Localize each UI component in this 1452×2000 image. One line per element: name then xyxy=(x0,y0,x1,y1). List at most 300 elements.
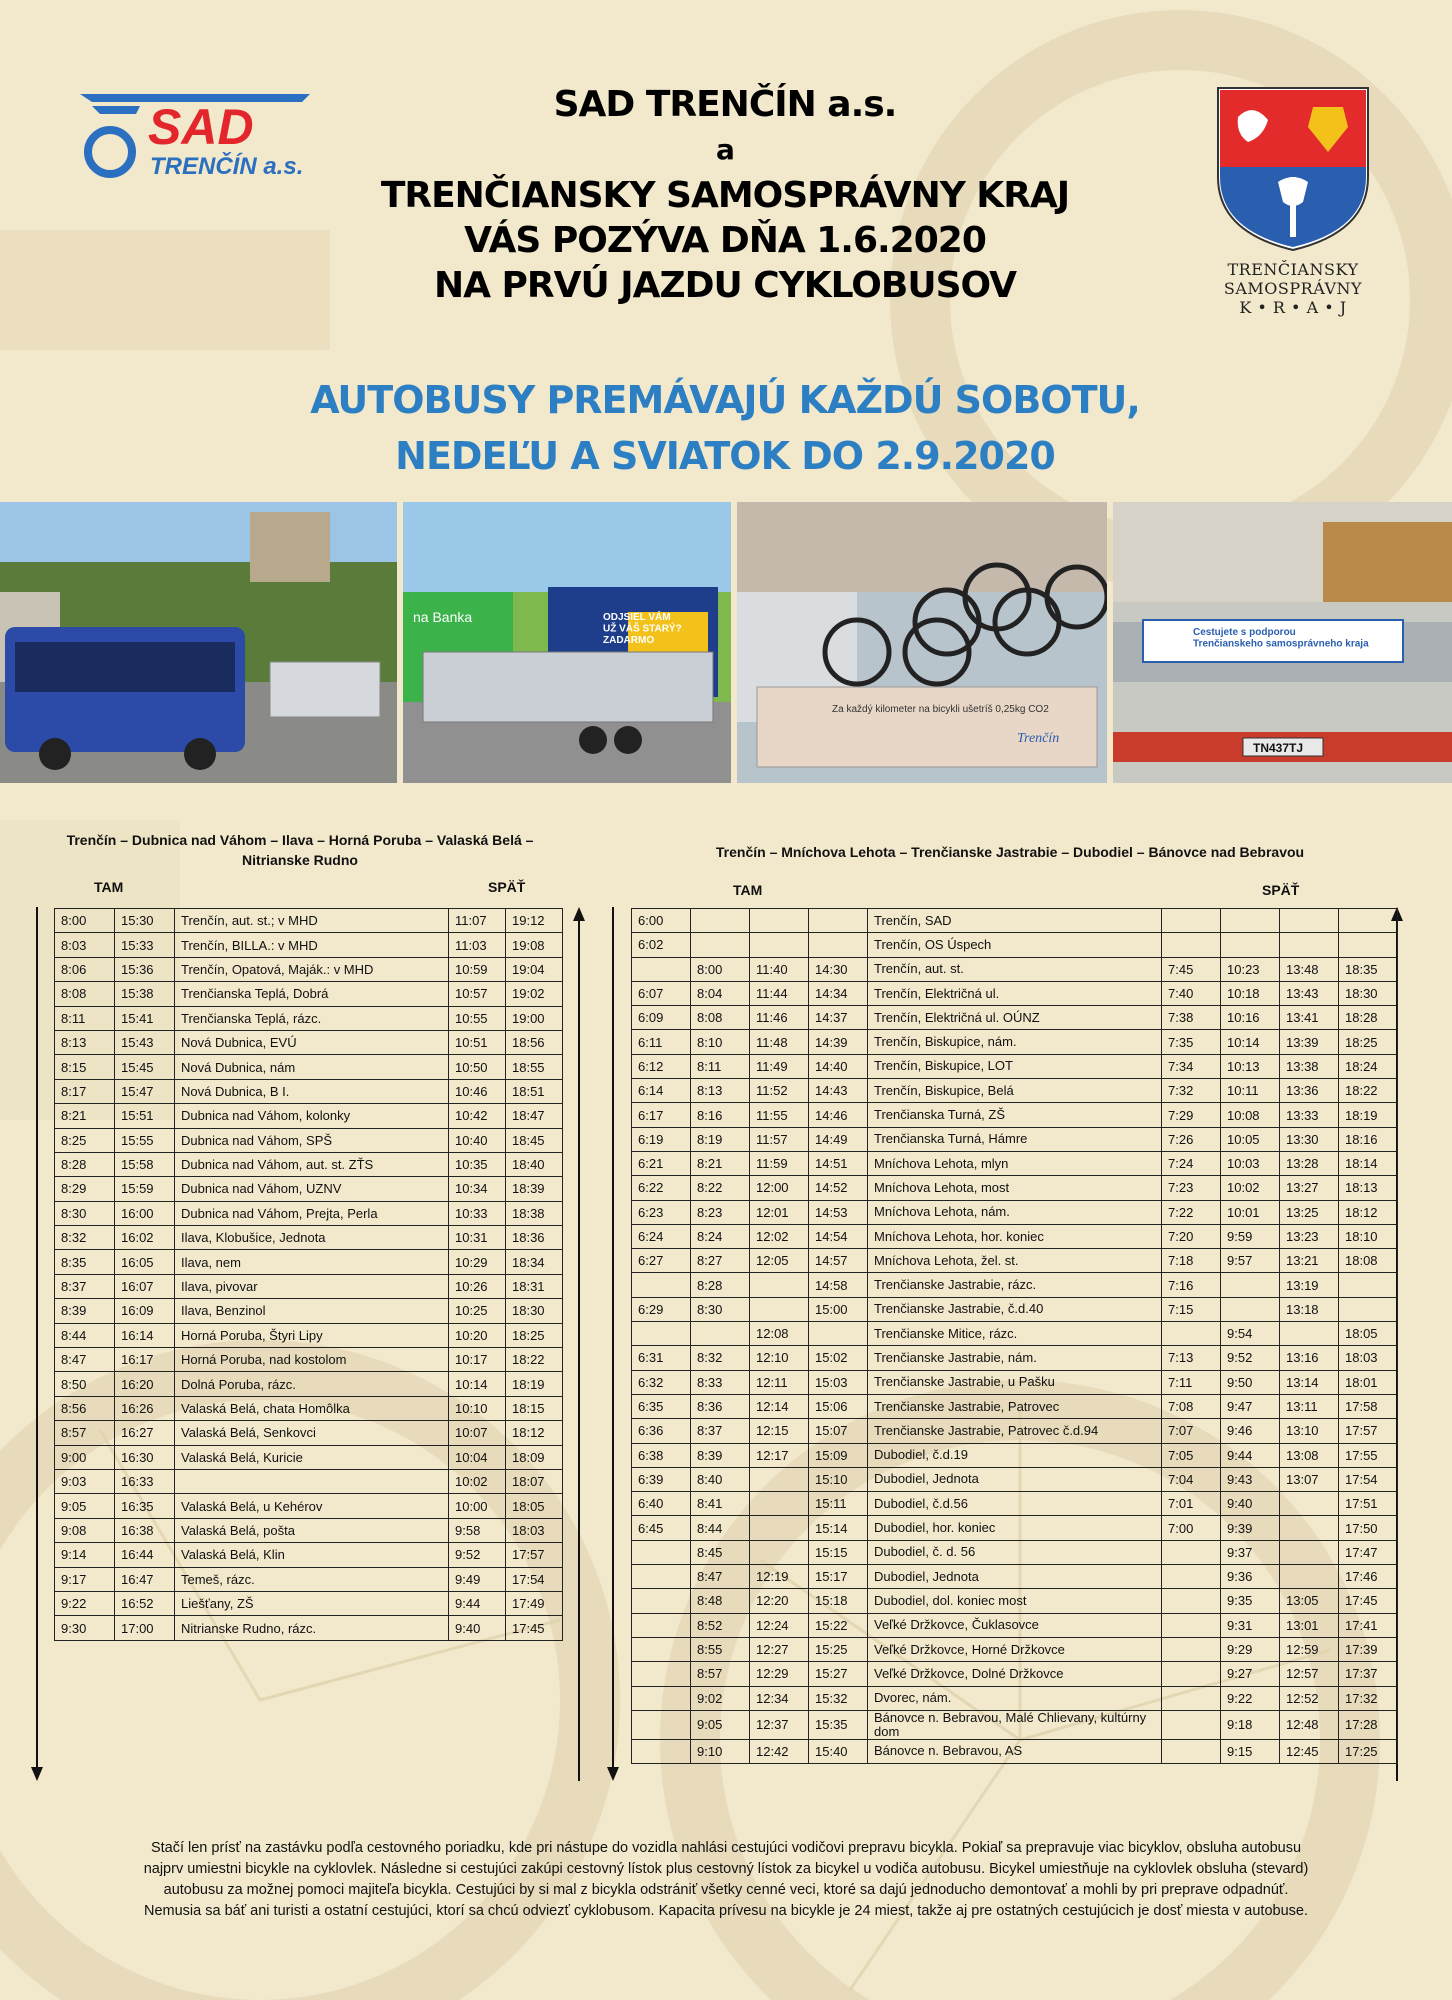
stop-name-cell: Trenčianske Jastrabie, nám. xyxy=(868,1346,1162,1370)
stop-name-cell: Nová Dubnica, B I. xyxy=(175,1079,449,1103)
time-cell: 18:13 xyxy=(1339,1176,1398,1200)
table-row xyxy=(55,1567,563,1591)
time-cell: 18:05 xyxy=(1339,1322,1398,1346)
time-cell xyxy=(691,933,750,957)
time-cell: 8:29 xyxy=(55,1177,115,1201)
time-cell: 15:25 xyxy=(809,1637,868,1661)
time-cell: 16:07 xyxy=(115,1274,175,1298)
table-row xyxy=(55,1543,563,1567)
time-cell xyxy=(1280,1322,1339,1346)
stop-name-cell: Dubodiel, Jednota xyxy=(868,1565,1162,1589)
time-cell: 8:55 xyxy=(691,1637,750,1661)
time-cell xyxy=(691,909,750,933)
time-cell: 7:24 xyxy=(1162,1151,1221,1175)
table-row xyxy=(55,1055,563,1079)
table-row xyxy=(55,1372,563,1396)
time-cell: 10:02 xyxy=(449,1469,506,1493)
time-cell: 8:08 xyxy=(55,982,115,1006)
time-cell xyxy=(632,1637,691,1661)
time-cell: 6:39 xyxy=(632,1467,691,1491)
time-cell: 7:07 xyxy=(1162,1419,1221,1443)
table-row xyxy=(632,1006,1398,1030)
time-cell: 10:23 xyxy=(1221,957,1280,981)
tsk-text-line-3: K • R • A • J xyxy=(1239,298,1347,317)
time-cell: 12:05 xyxy=(750,1249,809,1273)
headline-line-4: VÁS POZÝVA DŇA 1.6.2020 xyxy=(464,220,986,261)
time-cell: 13:28 xyxy=(1280,1151,1339,1175)
time-cell: 14:46 xyxy=(809,1103,868,1127)
table-row xyxy=(632,1224,1398,1248)
time-cell xyxy=(632,1565,691,1589)
time-cell: 7:35 xyxy=(1162,1030,1221,1054)
table-row xyxy=(632,909,1398,933)
time-cell: 15:07 xyxy=(809,1419,868,1443)
photo4-banner-text: Cestujete s podporou Trenčianskeho samosprávneho kraja xyxy=(1193,627,1370,650)
time-cell: 8:24 xyxy=(691,1224,750,1248)
time-cell: 16:05 xyxy=(115,1250,175,1274)
time-cell xyxy=(1339,933,1398,957)
time-cell: 10:00 xyxy=(449,1494,506,1518)
time-cell: 14:52 xyxy=(809,1176,868,1200)
time-cell: 8:13 xyxy=(55,1030,115,1054)
table-row xyxy=(632,1516,1398,1540)
tsk-text-line-2: SAMOSPRÁVNY xyxy=(1223,279,1363,298)
time-cell xyxy=(632,1540,691,1564)
time-cell: 17:00 xyxy=(115,1616,175,1640)
time-cell: 17:47 xyxy=(1339,1540,1398,1564)
time-cell: 15:14 xyxy=(809,1516,868,1540)
time-cell: 17:58 xyxy=(1339,1394,1398,1418)
table1-title: Trenčín – Dubnica nad Váhom – Ilava – Horná Poruba – Valaská Belá – Nitrianske Rudno xyxy=(66,832,534,868)
time-cell: 7:45 xyxy=(1162,957,1221,981)
time-cell: 10:35 xyxy=(449,1152,506,1176)
stop-name-cell: Dubnica nad Váhom, aut. st. ZŤS xyxy=(175,1152,449,1176)
time-cell: 15:17 xyxy=(809,1565,868,1589)
time-cell: 16:52 xyxy=(115,1591,175,1615)
time-cell: 7:22 xyxy=(1162,1200,1221,1224)
table-row xyxy=(55,1445,563,1469)
time-cell: 6:38 xyxy=(632,1443,691,1467)
stop-name-cell: Nitrianske Rudno, rázc. xyxy=(175,1616,449,1640)
table1-spat-header: SPÄŤ xyxy=(488,879,526,895)
time-cell xyxy=(809,909,868,933)
time-cell xyxy=(1280,1540,1339,1564)
time-cell: 8:28 xyxy=(55,1152,115,1176)
table-row xyxy=(632,1589,1398,1613)
stop-name-cell: Trenčín, OS Úspech xyxy=(868,933,1162,957)
table-row xyxy=(632,981,1398,1005)
stop-name-cell: Valaská Belá, Kuricie xyxy=(175,1445,449,1469)
time-cell: 17:54 xyxy=(506,1567,563,1591)
sad-trencin-logo xyxy=(70,88,330,188)
stop-name-cell: Dvorec, nám. xyxy=(868,1686,1162,1710)
time-cell: 9:08 xyxy=(55,1518,115,1542)
time-cell: 11:57 xyxy=(750,1127,809,1151)
time-cell: 6:00 xyxy=(632,909,691,933)
time-cell: 10:01 xyxy=(1221,1200,1280,1224)
time-cell: 9:22 xyxy=(1221,1686,1280,1710)
time-cell: 18:03 xyxy=(1339,1346,1398,1370)
time-cell xyxy=(1280,933,1339,957)
time-cell: 12:17 xyxy=(750,1443,809,1467)
stop-name-cell: Trenčín, Električná ul. OÚNZ xyxy=(868,1006,1162,1030)
stop-name-cell: Liešťany, ZŠ xyxy=(175,1591,449,1615)
time-cell: 10:05 xyxy=(1221,1127,1280,1151)
time-cell: 18:31 xyxy=(506,1274,563,1298)
time-cell: 13:25 xyxy=(1280,1200,1339,1224)
time-cell: 12:24 xyxy=(750,1613,809,1637)
time-cell: 9:27 xyxy=(1221,1662,1280,1686)
table-row xyxy=(55,1079,563,1103)
photo4-plate: TN437TJ xyxy=(1253,741,1304,755)
time-cell xyxy=(1162,1686,1221,1710)
time-cell: 16:20 xyxy=(115,1372,175,1396)
table1-timetable xyxy=(54,908,563,1641)
table-row xyxy=(632,957,1398,981)
time-cell: 18:25 xyxy=(1339,1030,1398,1054)
time-cell: 13:38 xyxy=(1280,1054,1339,1078)
headline-line-1: SAD TRENČÍN a.s. xyxy=(553,84,897,125)
time-cell: 10:25 xyxy=(449,1299,506,1323)
time-cell: 12:08 xyxy=(750,1322,809,1346)
time-cell: 8:57 xyxy=(691,1662,750,1686)
time-cell: 13:30 xyxy=(1280,1127,1339,1151)
time-cell: 8:00 xyxy=(691,957,750,981)
time-cell: 9:43 xyxy=(1221,1467,1280,1491)
time-cell: 8:33 xyxy=(691,1370,750,1394)
time-cell: 9:40 xyxy=(1221,1492,1280,1516)
table-row xyxy=(55,1299,563,1323)
time-cell: 14:40 xyxy=(809,1054,868,1078)
time-cell: 7:13 xyxy=(1162,1346,1221,1370)
time-cell: 17:41 xyxy=(1339,1613,1398,1637)
time-cell: 8:32 xyxy=(55,1226,115,1250)
time-cell: 8:15 xyxy=(55,1055,115,1079)
time-cell: 18:24 xyxy=(1339,1054,1398,1078)
time-cell: 11:03 xyxy=(449,933,506,957)
time-cell: 6:22 xyxy=(632,1176,691,1200)
time-cell: 10:26 xyxy=(449,1274,506,1298)
time-cell: 17:25 xyxy=(1339,1739,1398,1763)
time-cell: 9:50 xyxy=(1221,1370,1280,1394)
time-cell: 8:30 xyxy=(55,1201,115,1225)
time-cell: 8:32 xyxy=(691,1346,750,1370)
time-cell: 10:10 xyxy=(449,1396,506,1420)
time-cell: 15:58 xyxy=(115,1152,175,1176)
time-cell: 8:37 xyxy=(55,1274,115,1298)
stop-name-cell: Valaská Belá, chata Homôlka xyxy=(175,1396,449,1420)
time-cell: 7:01 xyxy=(1162,1492,1221,1516)
time-cell: 8:40 xyxy=(691,1467,750,1491)
time-cell: 13:11 xyxy=(1280,1394,1339,1418)
table-row xyxy=(55,1348,563,1372)
time-cell: 15:40 xyxy=(809,1739,868,1763)
time-cell: 18:51 xyxy=(506,1079,563,1103)
time-cell: 13:43 xyxy=(1280,981,1339,1005)
time-cell: 18:40 xyxy=(506,1152,563,1176)
time-cell: 15:15 xyxy=(809,1540,868,1564)
stop-name-cell: Dubodiel, č. d. 56 xyxy=(868,1540,1162,1564)
time-cell: 10:42 xyxy=(449,1104,506,1128)
time-cell xyxy=(1162,1322,1221,1346)
time-cell: 6:24 xyxy=(632,1224,691,1248)
stop-name-cell: Veľké Držkovce, Čuklasovce xyxy=(868,1613,1162,1637)
time-cell: 8:11 xyxy=(691,1054,750,1078)
time-cell: 18:10 xyxy=(1339,1224,1398,1248)
time-cell: 15:45 xyxy=(115,1055,175,1079)
time-cell: 9:02 xyxy=(691,1686,750,1710)
table-row xyxy=(55,1226,563,1250)
table-row xyxy=(632,1565,1398,1589)
time-cell: 6:07 xyxy=(632,981,691,1005)
time-cell: 17:49 xyxy=(506,1591,563,1615)
time-cell xyxy=(632,1710,691,1739)
time-cell: 19:08 xyxy=(506,933,563,957)
table-row xyxy=(55,1494,563,1518)
time-cell xyxy=(1162,1637,1221,1661)
time-cell: 6:12 xyxy=(632,1054,691,1078)
time-cell: 18:15 xyxy=(506,1396,563,1420)
tsk-coat-of-arms xyxy=(1208,82,1378,252)
headline-line-5: NA PRVÚ JAZDU CYKLOBUSOV xyxy=(433,265,1016,306)
stop-name-cell: Dubodiel, hor. koniec xyxy=(868,1516,1162,1540)
time-cell: 6:02 xyxy=(632,933,691,957)
time-cell xyxy=(809,933,868,957)
time-cell xyxy=(1280,1492,1339,1516)
table-row xyxy=(632,933,1398,957)
time-cell xyxy=(1162,933,1221,957)
time-cell: 12:19 xyxy=(750,1565,809,1589)
time-cell: 10:46 xyxy=(449,1079,506,1103)
time-cell: 10:04 xyxy=(449,1445,506,1469)
table-row xyxy=(55,982,563,1006)
stop-name-cell: Valaská Belá, Klin xyxy=(175,1543,449,1567)
time-cell: 18:01 xyxy=(1339,1370,1398,1394)
stop-name-cell: Trenčianska Turná, Hámre xyxy=(868,1127,1162,1151)
table-row xyxy=(55,1396,563,1420)
stop-name-cell: Ilava, nem xyxy=(175,1250,449,1274)
photo-bike-trailer-billboard xyxy=(403,502,731,783)
stop-name-cell: Horná Poruba, nad kostolom xyxy=(175,1348,449,1372)
stop-name-cell: Dubodiel, Jednota xyxy=(868,1467,1162,1491)
stop-name-cell: Valaská Belá, pošta xyxy=(175,1518,449,1542)
table-row xyxy=(55,1421,563,1445)
time-cell: 15:32 xyxy=(809,1686,868,1710)
time-cell: 8:00 xyxy=(55,909,115,933)
time-cell: 7:11 xyxy=(1162,1370,1221,1394)
time-cell: 18:30 xyxy=(1339,981,1398,1005)
stop-name-cell: Trenčín, Opatová, Maják.: v MHD xyxy=(175,957,449,981)
time-cell: 17:54 xyxy=(1339,1467,1398,1491)
stop-name-cell: Temeš, rázc. xyxy=(175,1567,449,1591)
time-cell: 9:52 xyxy=(1221,1346,1280,1370)
time-cell: 9:47 xyxy=(1221,1394,1280,1418)
time-cell: 10:29 xyxy=(449,1250,506,1274)
stop-name-cell: Dubnica nad Váhom, UZNV xyxy=(175,1177,449,1201)
stop-name-cell: Valaská Belá, u Kehérov xyxy=(175,1494,449,1518)
time-cell: 10:57 xyxy=(449,982,506,1006)
table2-title: Trenčín – Mníchova Lehota – Trenčianske Jastrabie – Dubodiel – Bánovce nad Bebravou xyxy=(715,844,1305,860)
time-cell: 12:57 xyxy=(1280,1662,1339,1686)
time-cell: 13:16 xyxy=(1280,1346,1339,1370)
time-cell: 11:44 xyxy=(750,981,809,1005)
time-cell xyxy=(632,1589,691,1613)
table2-spat-header: SPÄŤ xyxy=(1262,882,1300,898)
table-row xyxy=(632,1492,1398,1516)
time-cell xyxy=(1280,1516,1339,1540)
time-cell: 7:16 xyxy=(1162,1273,1221,1297)
time-cell: 15:09 xyxy=(809,1443,868,1467)
stop-name-cell: Dubnica nad Váhom, kolonky xyxy=(175,1104,449,1128)
table-row xyxy=(632,1127,1398,1151)
sad-logo-text: SAD xyxy=(148,99,254,155)
time-cell: 8:35 xyxy=(55,1250,115,1274)
stop-name-cell: Mníchova Lehota, nám. xyxy=(868,1200,1162,1224)
time-cell: 14:30 xyxy=(809,957,868,981)
time-cell: 11:48 xyxy=(750,1030,809,1054)
time-cell: 7:15 xyxy=(1162,1297,1221,1321)
time-cell: 9:44 xyxy=(1221,1443,1280,1467)
time-cell: 16:17 xyxy=(115,1348,175,1372)
time-cell: 9:10 xyxy=(691,1739,750,1763)
stop-name-cell: Trenčín, BILLA.: v MHD xyxy=(175,933,449,957)
time-cell: 10:50 xyxy=(449,1055,506,1079)
photo-bikes-on-trailer xyxy=(737,502,1107,783)
time-cell: 8:17 xyxy=(55,1079,115,1103)
time-cell: 18:16 xyxy=(1339,1127,1398,1151)
time-cell: 18:05 xyxy=(506,1494,563,1518)
time-cell: 15:55 xyxy=(115,1128,175,1152)
stop-name-cell: Trenčianske Jastrabie, Patrovec xyxy=(868,1394,1162,1418)
time-cell: 13:23 xyxy=(1280,1224,1339,1248)
table-row xyxy=(55,1323,563,1347)
time-cell: 9:54 xyxy=(1221,1322,1280,1346)
time-cell: 9:40 xyxy=(449,1616,506,1640)
time-cell: 16:44 xyxy=(115,1543,175,1567)
time-cell: 17:45 xyxy=(1339,1589,1398,1613)
time-cell: 12:45 xyxy=(1280,1739,1339,1763)
time-cell xyxy=(632,1273,691,1297)
time-cell xyxy=(750,1467,809,1491)
time-cell: 9:05 xyxy=(691,1710,750,1739)
time-cell: 9:36 xyxy=(1221,1565,1280,1589)
time-cell: 10:03 xyxy=(1221,1151,1280,1175)
stop-name-cell: Dubodiel, č.d.56 xyxy=(868,1492,1162,1516)
table-row xyxy=(55,957,563,981)
time-cell: 8:57 xyxy=(55,1421,115,1445)
time-cell: 10:17 xyxy=(449,1348,506,1372)
time-cell: 13:05 xyxy=(1280,1589,1339,1613)
time-cell: 16:33 xyxy=(115,1469,175,1493)
time-cell: 15:35 xyxy=(809,1710,868,1739)
time-cell: 18:19 xyxy=(506,1372,563,1396)
table-row xyxy=(55,1274,563,1298)
time-cell: 16:35 xyxy=(115,1494,175,1518)
time-cell: 8:21 xyxy=(55,1104,115,1128)
footer-line-3: autobusu za možnej pomoci majiteľa bicykla. Cestujúci by si mal z bicykla odstrániť všetky cenné veci, ktoré sa dajú jednoducho demontovať a mohli by pri preprave odpadnúť. xyxy=(163,1882,1289,1898)
time-cell: 9:17 xyxy=(55,1567,115,1591)
time-cell: 12:14 xyxy=(750,1394,809,1418)
time-cell: 7:20 xyxy=(1162,1224,1221,1248)
table-row xyxy=(632,1103,1398,1127)
stop-name-cell: Dubodiel, dol. koniec most xyxy=(868,1589,1162,1613)
time-cell: 17:45 xyxy=(506,1616,563,1640)
time-cell: 8:37 xyxy=(691,1419,750,1443)
time-cell: 15:10 xyxy=(809,1467,868,1491)
stop-name-cell: Dubnica nad Váhom, SPŠ xyxy=(175,1128,449,1152)
time-cell: 13:21 xyxy=(1280,1249,1339,1273)
time-cell: 8:23 xyxy=(691,1200,750,1224)
stop-name-cell: Ilava, Klobušice, Jednota xyxy=(175,1226,449,1250)
headline xyxy=(300,82,1150,308)
table-row xyxy=(632,1419,1398,1443)
time-cell: 8:04 xyxy=(691,981,750,1005)
time-cell: 9:31 xyxy=(1221,1613,1280,1637)
time-cell: 16:38 xyxy=(115,1518,175,1542)
table-row xyxy=(55,1006,563,1030)
time-cell: 15:30 xyxy=(115,909,175,933)
photo-strip xyxy=(0,502,1452,783)
time-cell: 17:46 xyxy=(1339,1565,1398,1589)
table-row xyxy=(55,1518,563,1542)
time-cell: 12:34 xyxy=(750,1686,809,1710)
time-cell: 13:48 xyxy=(1280,957,1339,981)
table2-down-arrow xyxy=(596,905,630,1785)
time-cell: 8:10 xyxy=(691,1030,750,1054)
time-cell: 10:11 xyxy=(1221,1079,1280,1103)
time-cell: 8:19 xyxy=(691,1127,750,1151)
time-cell: 17:39 xyxy=(1339,1637,1398,1661)
table-row xyxy=(55,1152,563,1176)
time-cell: 8:47 xyxy=(691,1565,750,1589)
time-cell xyxy=(750,1516,809,1540)
time-cell: 6:11 xyxy=(632,1030,691,1054)
time-cell: 8:36 xyxy=(691,1394,750,1418)
time-cell: 8:41 xyxy=(691,1492,750,1516)
time-cell: 15:47 xyxy=(115,1079,175,1103)
stop-name-cell: Trenčianske Jastrabie, č.d.40 xyxy=(868,1297,1162,1321)
time-cell: 13:33 xyxy=(1280,1103,1339,1127)
time-cell: 8:47 xyxy=(55,1348,115,1372)
time-cell: 15:38 xyxy=(115,982,175,1006)
time-cell xyxy=(750,1297,809,1321)
stop-name-cell: Dolná Poruba, rázc. xyxy=(175,1372,449,1396)
time-cell xyxy=(1162,1662,1221,1686)
time-cell: 8:16 xyxy=(691,1103,750,1127)
time-cell: 12:27 xyxy=(750,1637,809,1661)
time-cell xyxy=(1280,909,1339,933)
table-row xyxy=(55,1128,563,1152)
stop-name-cell: Trenčín, Električná ul. xyxy=(868,981,1162,1005)
time-cell: 12:00 xyxy=(750,1176,809,1200)
table-row xyxy=(632,1079,1398,1103)
table-row xyxy=(632,1054,1398,1078)
time-cell: 6:29 xyxy=(632,1297,691,1321)
time-cell: 17:57 xyxy=(1339,1419,1398,1443)
stop-name-cell: Mníchova Lehota, mlyn xyxy=(868,1151,1162,1175)
time-cell: 14:57 xyxy=(809,1249,868,1273)
time-cell: 9:18 xyxy=(1221,1710,1280,1739)
time-cell: 18:25 xyxy=(506,1323,563,1347)
time-cell: 8:28 xyxy=(691,1273,750,1297)
stop-name-cell: Trenčianske Mitice, rázc. xyxy=(868,1322,1162,1346)
time-cell: 17:55 xyxy=(1339,1443,1398,1467)
table-row xyxy=(55,933,563,957)
time-cell xyxy=(1162,1540,1221,1564)
time-cell: 18:08 xyxy=(1339,1249,1398,1273)
time-cell: 18:09 xyxy=(506,1445,563,1469)
time-cell: 8:03 xyxy=(55,933,115,957)
